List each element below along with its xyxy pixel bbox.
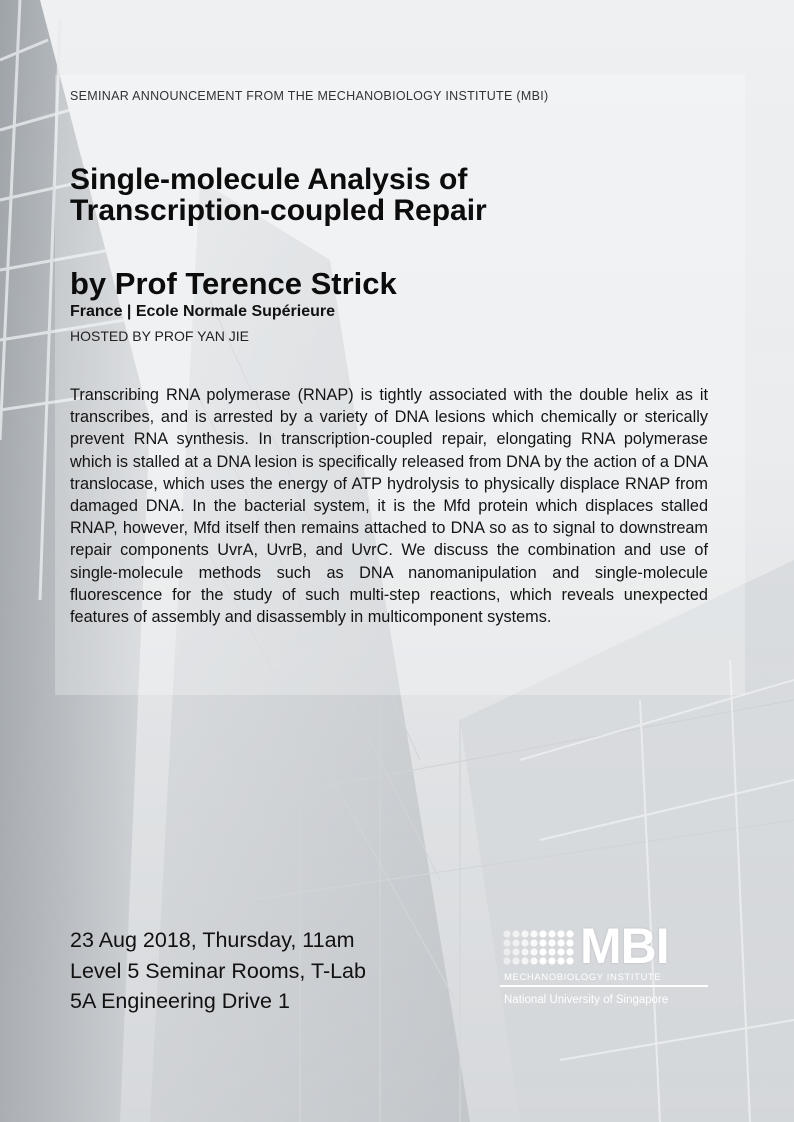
- mbi-logo: [500, 918, 710, 1019]
- logo-institute-name: MECHANOBIOLOGY INSTITUTE: [504, 972, 662, 983]
- event-details: [70, 925, 366, 1017]
- seminar-title-line-2: Transcription-coupled Repair: [70, 194, 487, 227]
- seminar-title-line-1: Single-molecule Analysis of: [70, 163, 468, 196]
- event-venue: Level 5 Seminar Rooms, T-Lab: [70, 958, 366, 983]
- logo-dot-grid-icon: [502, 929, 576, 969]
- seminar-announcement-label: SEMINAR ANNOUNCEMENT FROM THE MECHANOBIOLOGY INSTITUTE (MBI): [70, 89, 549, 103]
- speaker-affiliation: France | Ecole Normale Supérieure: [70, 303, 336, 320]
- logo-acronym: MBI: [580, 918, 669, 974]
- event-address: 5A Engineering Drive 1: [70, 989, 290, 1013]
- seminar-title: [70, 164, 487, 226]
- speaker-name: by Prof Terence Strick: [70, 266, 397, 301]
- host-label: HOSTED BY PROF YAN JIE: [70, 328, 249, 344]
- logo-university-name: National University of Singapore: [504, 994, 669, 1006]
- logo-divider: [500, 985, 708, 987]
- event-datetime: 23 Aug 2018, Thursday, 11am: [70, 928, 355, 952]
- abstract-text: Transcribing RNA polymerase (RNAP) is tightly associated with the double helix as it transcribes, and is arrested by a variety of DNA lesions which chemically or sterically prevent RNA synthesis. In transcription-coupled repair, elongating RNA polymerase which is stalled at a DNA lesion is specifically released from DNA by the action of a DNA translocase, which uses the energy of ATP hydrolysis to physically displace RNAP from damaged DNA. In the bacterial system, it is the Mfd protein which displaces stalled RNAP, however, Mfd itself then remains attached to DNA so as to signal to downstream repair components UvrA, UvrB, and UvrC. We discuss the combination and use of single-molecule methods such as DNA nanomanipulation and single-molecule fluorescence for the study of such multi-step reactions, which reveals unexpected features of assembly and disassembly in multicomponent systems.: [70, 386, 708, 627]
